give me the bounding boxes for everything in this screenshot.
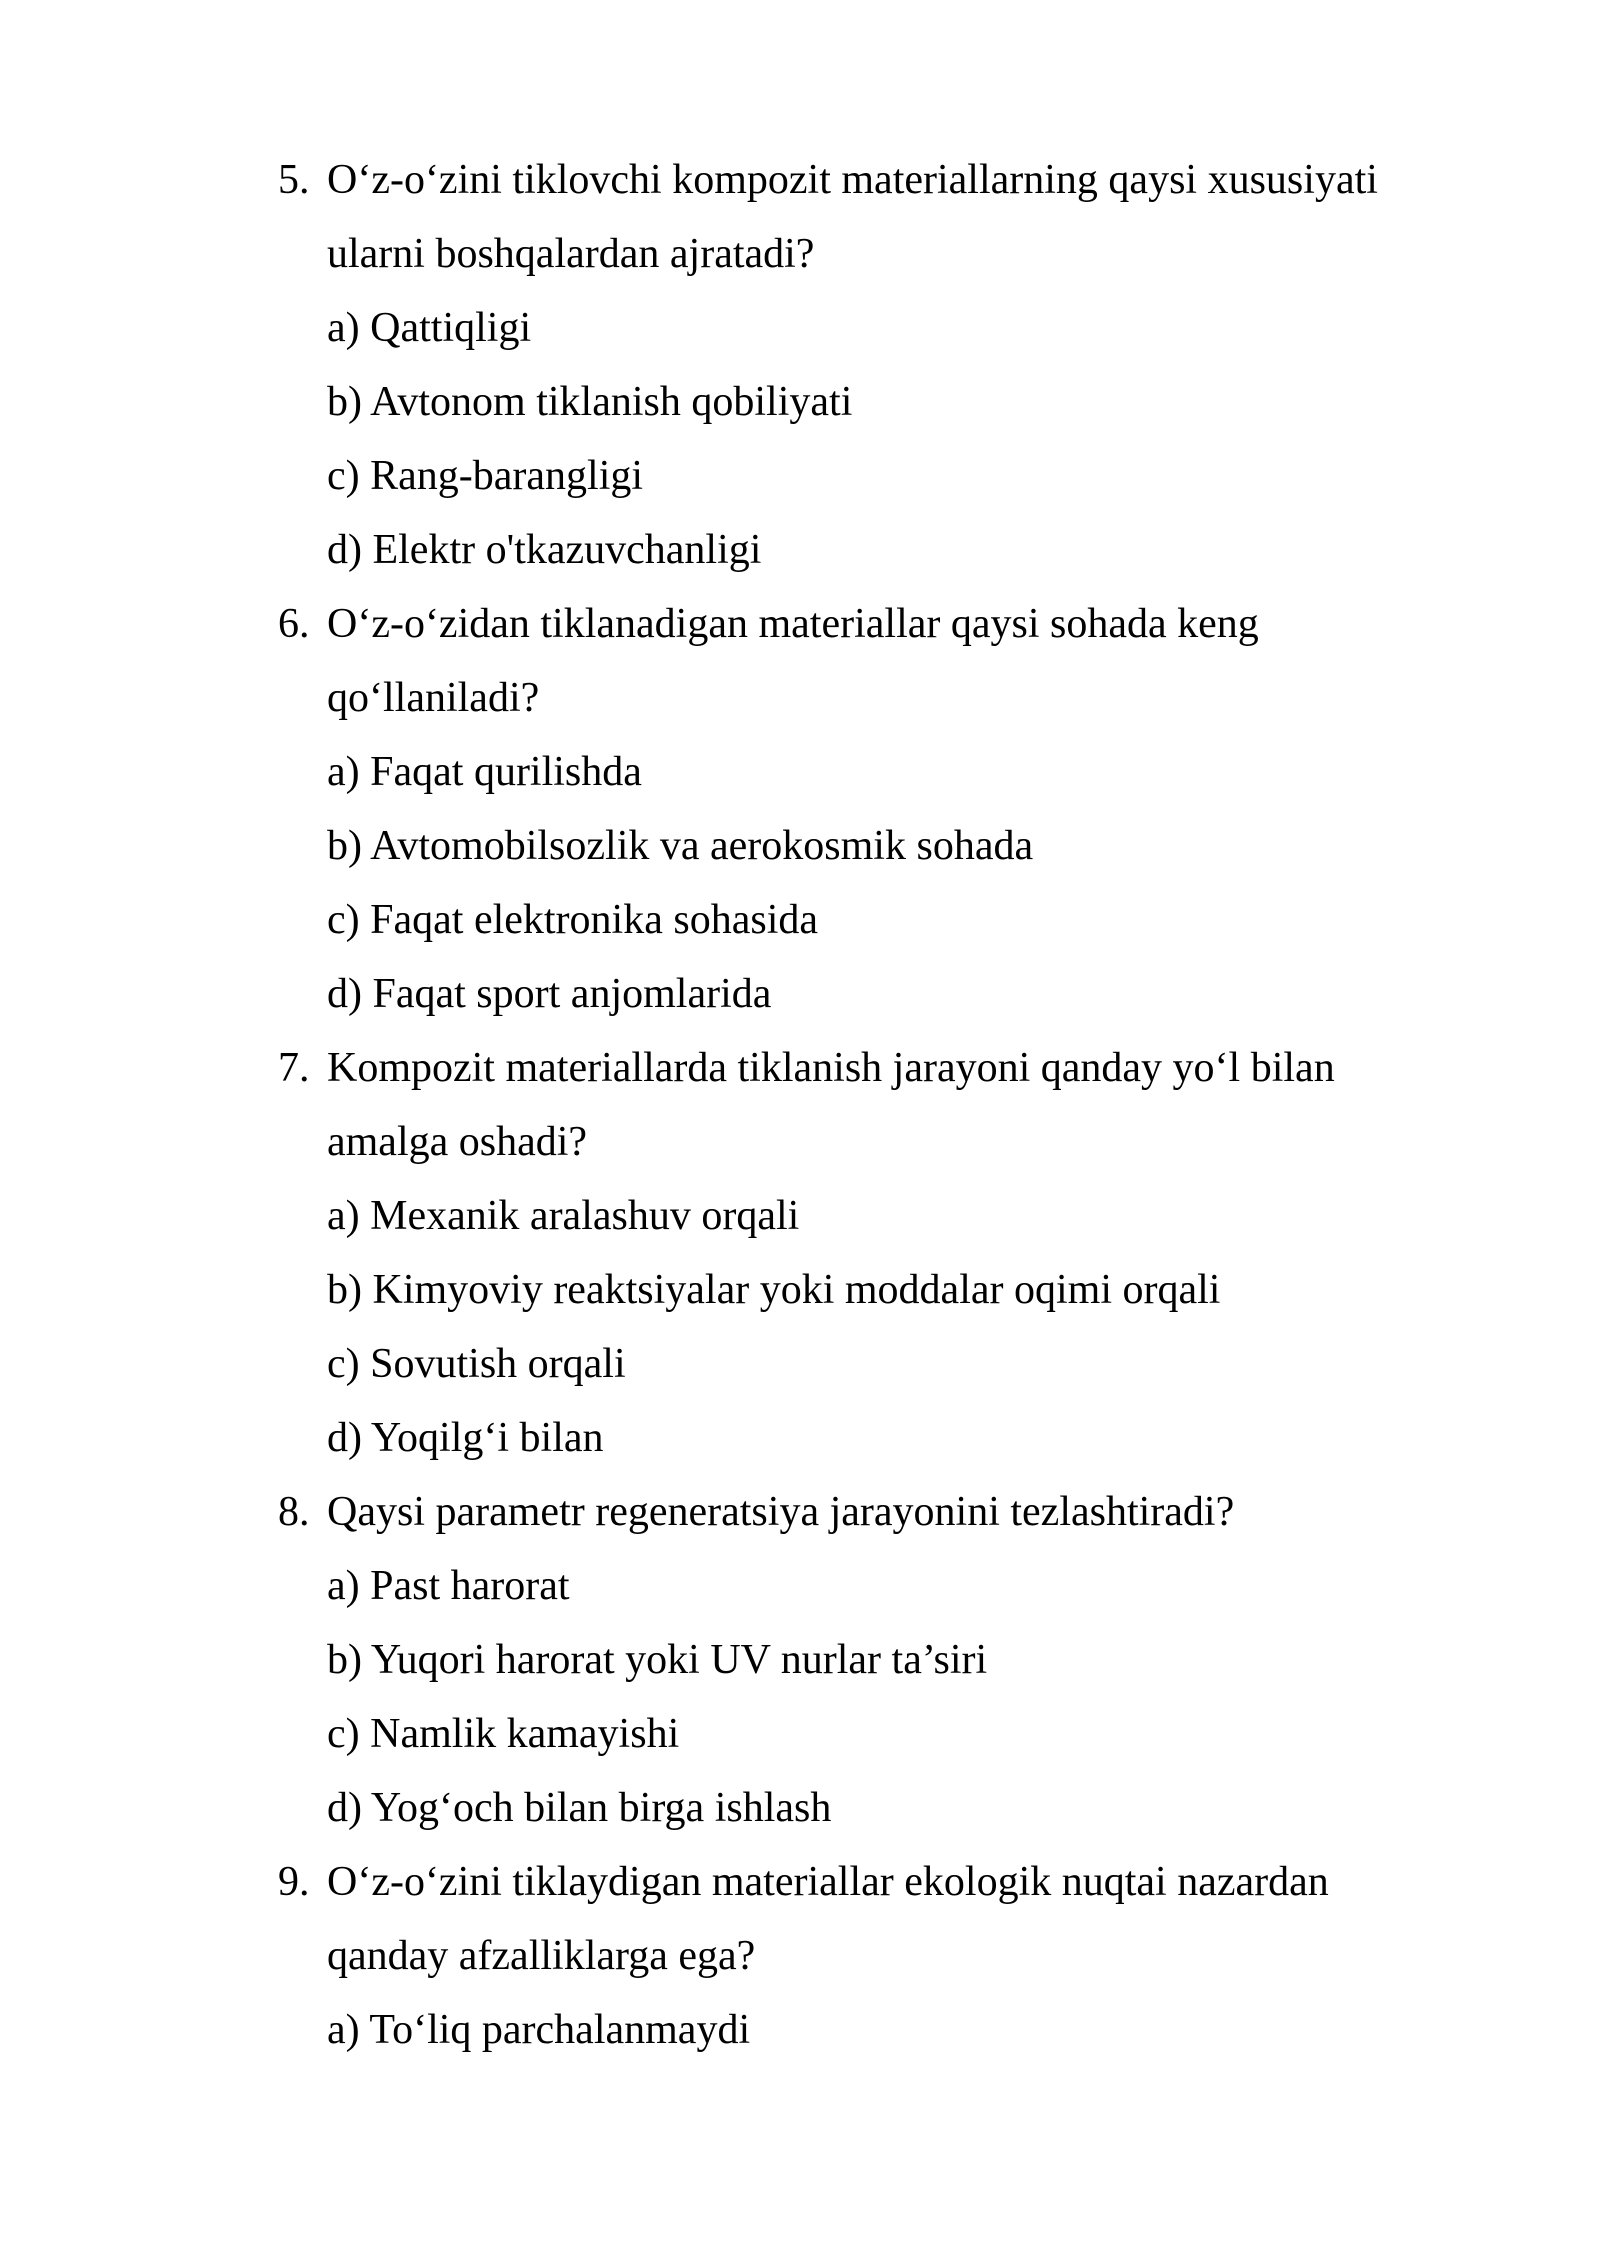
- answer-option: a) Past harorat: [327, 1563, 570, 1609]
- question-text: Qaysi parametr regeneratsiya jarayonini tezlashtiradi?: [327, 1489, 1235, 1535]
- answer-option: d) Yog‘och bilan birga ishlash: [327, 1785, 832, 1831]
- answer-option: c) Sovutish orqali: [327, 1341, 626, 1387]
- question-line: [0, 217, 1600, 291]
- question-number: 9.: [278, 1859, 310, 1905]
- question-number: 5.: [278, 157, 310, 203]
- answer-option: b) Kimyoviy reaktsiyalar yoki moddalar oqimi orqali: [327, 1267, 1221, 1313]
- question-number: 8.: [278, 1489, 310, 1535]
- question-text: O‘z-o‘zini tiklovchi kompozit materiallarning qaysi xususiyati: [327, 157, 1378, 203]
- question-6: [0, 587, 1600, 1031]
- question-text: O‘z-o‘zini tiklaydigan materiallar ekologik nuqtai nazardan: [327, 1859, 1329, 1905]
- question-line: [0, 143, 1600, 217]
- answer-option: c) Faqat elektronika sohasida: [327, 897, 818, 943]
- answer-option: b) Avtomobilsozlik va aerokosmik sohada: [327, 823, 1034, 869]
- document-page: [0, 143, 1600, 2067]
- answer-option: d) Faqat sport anjomlarida: [327, 971, 772, 1017]
- answer-option: a) Faqat qurilishda: [327, 749, 642, 795]
- answer-option: c) Namlik kamayishi: [327, 1711, 680, 1757]
- answer-option: a) Qattiqligi: [327, 305, 532, 351]
- question-number: 7.: [278, 1045, 310, 1091]
- question-8: [0, 1475, 1600, 1845]
- answer-option: b) Avtonom tiklanish qobiliyati: [327, 379, 853, 425]
- answer-option: d) Yoqilg‘i bilan: [327, 1415, 604, 1461]
- question-9: [0, 1845, 1600, 2067]
- question-text: O‘z-o‘zidan tiklanadigan materiallar qaysi sohada keng: [327, 601, 1259, 647]
- question-line: [0, 1919, 1600, 1993]
- question-line: [0, 1105, 1600, 1179]
- question-7: [0, 1031, 1600, 1475]
- question-line: [0, 661, 1600, 735]
- question-line: [0, 1031, 1600, 1105]
- question-text: qanday afzalliklarga ega?: [327, 1933, 756, 1979]
- answer-option: a) To‘liq parchalanmaydi: [327, 2007, 751, 2053]
- question-number: 6.: [278, 601, 310, 647]
- question-text: amalga oshadi?: [327, 1119, 588, 1165]
- question-line: [0, 1475, 1600, 1549]
- answer-option: b) Yuqori harorat yoki UV nurlar ta’siri: [327, 1637, 988, 1683]
- answer-option: c) Rang-barangligi: [327, 453, 644, 499]
- question-text: ularni boshqalardan ajratadi?: [327, 231, 815, 277]
- question-line: [0, 587, 1600, 661]
- question-text: qo‘llaniladi?: [327, 675, 540, 721]
- answer-option: a) Mexanik aralashuv orqali: [327, 1193, 800, 1239]
- answer-option: d) Elektr o'tkazuvchanligi: [327, 527, 762, 573]
- question-line: [0, 1845, 1600, 1919]
- question-5: [0, 143, 1600, 587]
- question-text: Kompozit materiallarda tiklanish jarayoni qanday yo‘l bilan: [327, 1045, 1335, 1091]
